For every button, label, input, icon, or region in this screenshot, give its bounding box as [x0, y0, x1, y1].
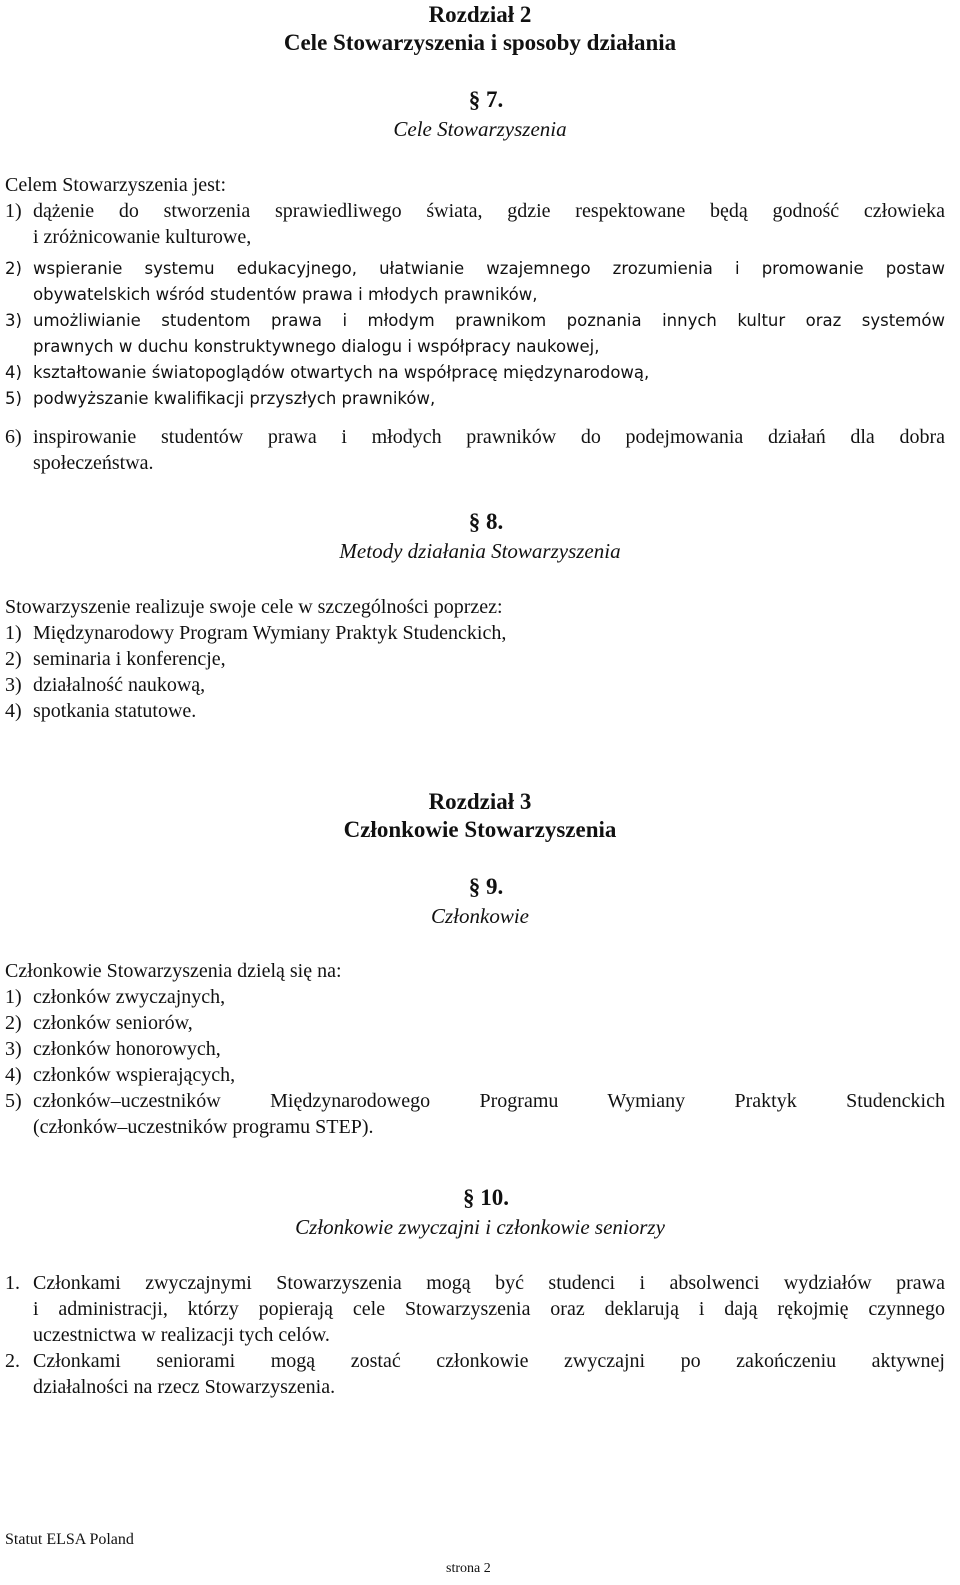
chapter-3-number: Rozdział 3 [428, 789, 532, 814]
section-9-title: Członkowie [431, 904, 529, 928]
list-item-text: seminaria i konferencje, [33, 648, 226, 670]
list-item-text: członków seniorów, [33, 1012, 193, 1034]
list-item-text: Międzynarodowy Program Wymiany Praktyk Studenckich, [33, 622, 507, 644]
list-item-number: 4) [5, 363, 22, 382]
section-10-body [5, 1270, 945, 1400]
list-item-text: inspirowanie studentów prawa i młodych prawników do podejmowania działań dla dobra społeczeństwa. [33, 426, 945, 474]
list-item [5, 1348, 945, 1400]
list-item [5, 360, 945, 386]
list-item-number: 4) [5, 1064, 22, 1086]
list-item-number: 3) [5, 674, 22, 696]
list-item-number: 3) [5, 311, 22, 330]
list-item [5, 1036, 945, 1062]
list-item-number: 2) [5, 1012, 22, 1034]
list-item-number: 3) [5, 1038, 22, 1060]
section-8-title: Metody działania Stowarzyszenia [339, 539, 621, 563]
list-item-text: działalność naukową, [33, 674, 206, 696]
list-item [5, 1088, 945, 1140]
section-10-title: Członkowie zwyczajni i członkowie seniorzy [295, 1215, 665, 1239]
section-9-number: § 9. [468, 874, 504, 899]
section-7-number: § 7. [468, 87, 504, 112]
list-item-number: 6) [5, 426, 22, 448]
list-item-text: Członkami zwyczajnymi Stowarzyszenia mogą być studenci i absolwenci wydziałów prawa i administracji, którzy popierają cele Stowarzyszenia oraz deklarują i dają rękojmię czynnego uczestnictwa w realizacji tych celów. [33, 1272, 945, 1346]
section-7-body [5, 172, 945, 250]
list-item [5, 698, 945, 724]
footer-page-number: strona 2 [446, 1561, 491, 1576]
list-item [5, 256, 945, 308]
list-item-text: członków honorowych, [33, 1038, 221, 1060]
list-item [5, 1062, 945, 1088]
section-9-intro: Członkowie Stowarzyszenia dzielą się na: [5, 960, 342, 982]
list-item-number: 2) [5, 648, 22, 670]
list-item [5, 672, 945, 698]
list-item-text: członków–uczestników Międzynarodowego Programu Wymiany Praktyk Studenckich (członków–uczestników programu STEP). [33, 1090, 945, 1138]
footer-document-name: Statut ELSA Poland [5, 1531, 134, 1548]
list-item-number: 2) [5, 259, 22, 278]
list-item-number: 2. [5, 1350, 20, 1372]
chapter-3-title: Członkowie Stowarzyszenia [343, 817, 617, 842]
chapter-2-title: Cele Stowarzyszenia i sposoby działania [283, 30, 677, 55]
list-item [5, 646, 945, 672]
list-item-text: spotkania statutowe. [33, 700, 197, 722]
list-item [5, 984, 945, 1010]
section-7-title: Cele Stowarzyszenia [393, 117, 567, 141]
section-8-number: § 8. [468, 509, 504, 534]
list-item-text: kształtowanie światopoglądów otwartych na współpracę międzynarodową, [33, 363, 650, 382]
list-item-text: Członkami seniorami mogą zostać członkowie zwyczajni po zakończeniu aktywnej działalności na rzecz Stowarzyszenia. [33, 1350, 945, 1398]
list-item [5, 1270, 945, 1348]
section-8-intro: Stowarzyszenie realizuje swoje cele w szczególności poprzez: [5, 596, 503, 618]
list-item-number: 1) [5, 200, 22, 222]
chapter-2-number: Rozdział 2 [428, 2, 532, 27]
section-7-body-sans [5, 256, 945, 412]
list-item-text: dążenie do stworzenia sprawiedliwego świata, gdzie respektowane będą godność człowieka i zróżnicowanie kulturowe, [33, 200, 945, 248]
list-item [5, 1010, 945, 1036]
list-item-number: 5) [5, 389, 22, 408]
list-item [5, 308, 945, 360]
section-7-body-end [5, 424, 945, 476]
list-item-text: wspieranie systemu edukacyjnego, ułatwianie wzajemnego zrozumienia i promowanie postaw obywatelskich wśród studentów prawa i młodych prawników, [33, 259, 945, 304]
list-item-text: członków wspierających, [33, 1064, 236, 1086]
list-item-number: 1) [5, 986, 22, 1008]
section-10-number: § 10. [463, 1185, 509, 1210]
section-8-body [5, 594, 945, 724]
list-item-text: umożliwianie studentom prawa i młodym prawnikom poznania innych kultur oraz systemów prawnych w duchu konstruktywnego dialogu i współpracy naukowej, [33, 311, 945, 356]
list-item [5, 620, 945, 646]
list-item-text: członków zwyczajnych, [33, 986, 226, 1008]
list-item-text: podwyższanie kwalifikacji przyszłych prawników, [33, 389, 436, 408]
list-item [5, 424, 945, 476]
list-item-number: 5) [5, 1090, 22, 1112]
list-item-number: 1) [5, 622, 22, 644]
section-7-intro: Celem Stowarzyszenia jest: [5, 174, 227, 196]
list-item [5, 386, 945, 412]
list-item-number: 4) [5, 700, 22, 722]
section-9-body [5, 958, 945, 1140]
list-item-number: 1. [5, 1272, 20, 1294]
list-item [5, 198, 945, 250]
